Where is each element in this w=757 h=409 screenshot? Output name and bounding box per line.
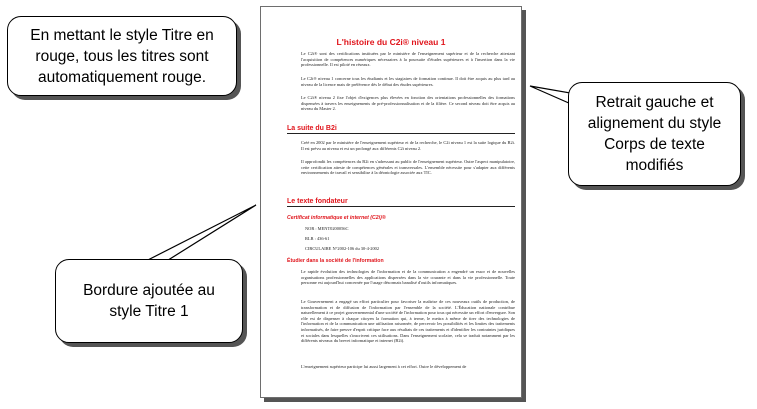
document-title: L'histoire du C2i® niveau 1 <box>336 37 446 47</box>
reference-rlr: RLR : 436-61 <box>305 236 330 241</box>
section2-paragraph-2: Le Gouvernement a engagé un effort particulier pour favoriser la maîtrise de ces nouveaux outils de production, de transformation et de diffusion de l'information par l'ensemble de la société. L'Éducation nationale contribue naturellement à ce projet gouvernemental d'une société de l'information pour tous qui nécessite un effort d'envergure. Son rôle est de dispenser à chaque citoyen la formation qui, à terme, le mettra à même de tirer des technologies de l'information et de la communication une utilisation raisonnée, de percevoir les possibilités et les limites des traitements informatisés, de faire preuve d'esprit critique face aux résultats de ces traitements et d'identifier les contraintes juridiques et sociales dans lesquelles s'inscrivent ces utilisations. Dans l'enseignement scolaire, cela se traduit notamment par les différents niveaux du brevet informatique et internet (B2i). <box>301 299 515 344</box>
section1-paragraph-1: Créé en 2002 par le ministère de l'enseignement supérieur et de la recherche, le C2i niveau 1 est la suite logique du B2i. Il est prévu au niveau et est un prolongé aux différents C2i niveau 2. <box>301 140 515 151</box>
section2-paragraph-1: Le rapide évolution des technologies de l'information et de la communication a engendré un essor et de nouvelles organisations professionnelles des applications dispersées dans la vie courante et dans la vie professionnelle. Toute personne est aujourd'hui concernée par l'usage désormais banalisé d'outils informatiques. <box>301 269 515 286</box>
callout-title-style-text: En mettant le style Titre en rouge, tous les titres sont automatiquement rouge. <box>30 26 214 86</box>
section1-paragraph-2: Il approfondit les compétences du B2i en s'adressant au public de l'enseignement supérieur. Outre l'aspect manipulatoire, cette certification atteste de compétences générales et transversales. L'ensemble nécessite pour s'adapter aux différents environnements de travail et sensibilise à la déontologie associée aux TIC. <box>301 159 515 176</box>
section2-subheading: Certificat informatique et internet (C2i)® <box>287 215 386 221</box>
section2-subheading-2: Étudier dans la société de l'information <box>287 258 384 264</box>
intro-paragraph-2: Le C2i® niveau 1 concerne tous les étudiants et les stagiaires de formation continue. Il doit être acquis au plus tard au niveau de la licence mais de préférence dès le début des études supérieures. <box>301 76 515 87</box>
reference-circulaire: CIRCULAIRE N°2002-106 du 30-4-2002 <box>305 246 380 251</box>
callout-border-style <box>55 259 243 343</box>
intro-paragraph-3: Le C2i® niveau 2 fixe l'objet d'exigences plus élevées en fonction des orientations professionnelles des formations dispensées à travers les enseignements de pré-professionnalisation et de la filière. Ce second niveau doit être acquis au niveau du Master 2. <box>301 95 515 112</box>
callout-border-style-text: Bordure ajoutée au style Titre 1 <box>83 282 215 320</box>
section-heading-suite-b2i: La suite du B2i <box>287 125 515 134</box>
reference-nor: NOR : MENT0200056C <box>305 226 349 231</box>
callout-body-style-text: Retrait gauche et alignement du style Corps de texte modifiés <box>587 94 722 174</box>
section-heading-texte-fondateur: Le texte fondateur <box>287 198 515 207</box>
section2-paragraph-3: L'enseignement supérieur participe lui aussi largement à cet effort. Outre le développement de <box>301 364 467 369</box>
intro-paragraph-1: Le C2i® sont des certifications instituées par le ministère de l'enseignement supérieur et de la recherche attestant l'acquisition de compétences numériques nécessaires à la poursuite d'études supérieures et à l'insertion dans la vie professionnelle. Il est piloté en réseaux. <box>301 51 515 68</box>
callout-title-style <box>7 16 237 96</box>
callout-body-style <box>568 82 741 186</box>
border-style-pointer <box>140 205 256 264</box>
